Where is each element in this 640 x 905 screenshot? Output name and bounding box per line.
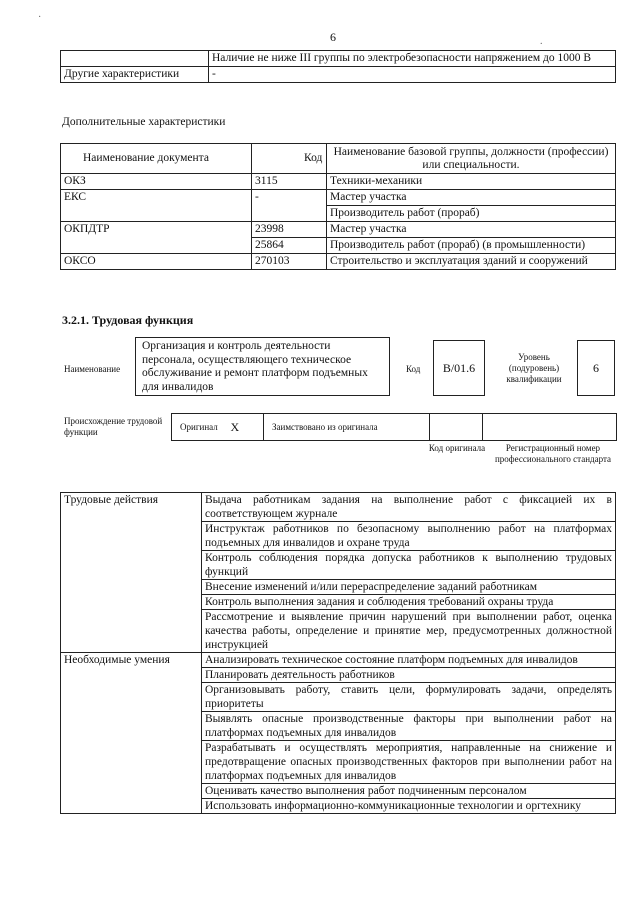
page-number: 6	[330, 30, 336, 44]
origin-table	[171, 413, 617, 441]
name-label: Наименование	[64, 364, 121, 374]
table-cell: ЕКС	[61, 190, 252, 222]
action-item: Выдача работникам задания на выполнение работ с фиксацией их в соответствующем журнале	[202, 493, 616, 522]
column-header: Код	[252, 144, 327, 174]
top-characteristics-table	[60, 50, 616, 83]
table-cell: ОКПДТР	[61, 222, 252, 254]
table-row	[61, 493, 616, 522]
additional-characteristics-heading: Дополнительные характеристики	[62, 116, 226, 128]
table-cell: Мастер участка	[327, 190, 616, 206]
table-row	[61, 254, 616, 270]
table-row	[172, 414, 617, 441]
table-row	[61, 222, 616, 238]
reg-number-caption: Регистрационный номер профессионального стандарта	[494, 443, 612, 464]
code-label: Код	[406, 364, 421, 374]
table-cell	[61, 51, 209, 67]
table-cell: -	[252, 190, 327, 222]
table-cell: 25864	[252, 238, 327, 254]
skill-item: Использовать информационно-коммуникационные технологии и оргтехнику	[202, 799, 616, 814]
table-row	[61, 51, 616, 67]
action-item: Рассмотрение и выявление причин нарушений при выполнении работ, оценка качества работы, определение и принятие мер, предусмотренных должностной инструкцией	[202, 610, 616, 653]
table-cell: Другие характеристики	[61, 67, 209, 83]
action-item: Внесение изменений и/или перераспределение заданий работникам	[202, 580, 616, 595]
table-row	[61, 190, 616, 206]
skill-item: Разрабатывать и осуществлять мероприятия, направленные на снижение и предотвращение опасных производственных факторов при выполнении работ на платформах подъемных для инвалидов	[202, 741, 616, 784]
table-cell: 23998	[252, 222, 327, 238]
function-details-table	[60, 492, 616, 814]
skill-item: Выявлять опасные производственные факторы при выполнении работ на платформах подъемных для инвалидов	[202, 712, 616, 741]
table-cell: Производитель работ (прораб) (в промышленности)	[327, 238, 616, 254]
scan-mark: ·	[38, 12, 42, 23]
code-original-caption: Код оригинала	[428, 443, 486, 453]
section-title: 3.2.1. Трудовая функция	[62, 313, 194, 327]
original-label: Оригинал	[172, 414, 230, 441]
table-row	[61, 174, 616, 190]
table-cell: ОКСО	[61, 254, 252, 270]
code-original-cell	[430, 414, 483, 441]
origin-label: Происхождение трудовой функции	[64, 416, 163, 437]
table-row	[61, 67, 616, 83]
skill-item: Оценивать качество выполнения работ подчиненным персоналом	[202, 784, 616, 799]
table-cell: Строительство и эксплуатация зданий и сооружений	[327, 254, 616, 270]
skill-item: Организовывать работу, ставить цели, формулировать задачи, определять приоритеты	[202, 683, 616, 712]
reg-number-cell	[483, 414, 617, 441]
table-header-row	[61, 144, 616, 174]
skill-item: Анализировать техническое состояние платформ подъемных для инвалидов	[202, 653, 616, 668]
table-cell: Производитель работ (прораб)	[327, 206, 616, 222]
action-item: Инструктаж работников по безопасному выполнению работ на платформах подъемных для инвалидов и охране труда	[202, 522, 616, 551]
table-cell: Техники-механики	[327, 174, 616, 190]
column-header: Наименование базовой группы, должности (профессии) или специальности.	[327, 144, 616, 174]
skill-item: Планировать деятельность работников	[202, 668, 616, 683]
classifier-table	[60, 143, 616, 270]
table-cell: 270103	[252, 254, 327, 270]
table-cell: ОКЗ	[61, 174, 252, 190]
borrowed-label: Заимствовано из оригинала	[264, 414, 430, 441]
scan-mark: .	[540, 36, 543, 47]
column-header: Наименование документа	[61, 144, 252, 174]
table-row	[61, 653, 616, 668]
original-mark: X	[230, 414, 264, 441]
table-cell: -	[209, 67, 616, 83]
table-cell: 3115	[252, 174, 327, 190]
function-code-box: В/01.6	[433, 340, 485, 396]
table-cell: Наличие не ниже III группы по электробезопасности напряжением до 1000 В	[209, 51, 616, 67]
action-item: Контроль выполнения задания и соблюдения требований охраны труда	[202, 595, 616, 610]
function-name-box: Организация и контроль деятельности персонала, осуществляющего техническое обслуживание и ремонт платформ подъемных для инвалидов	[135, 337, 390, 396]
skills-label: Необходимые умения	[61, 653, 202, 814]
level-label: Уровень (подуровень) квалификации	[506, 352, 562, 384]
qualification-level-box: 6	[577, 340, 615, 396]
actions-label: Трудовые действия	[61, 493, 202, 653]
table-cell: Мастер участка	[327, 222, 616, 238]
action-item: Контроль соблюдения порядка допуска работников к выполнению трудовых функций	[202, 551, 616, 580]
